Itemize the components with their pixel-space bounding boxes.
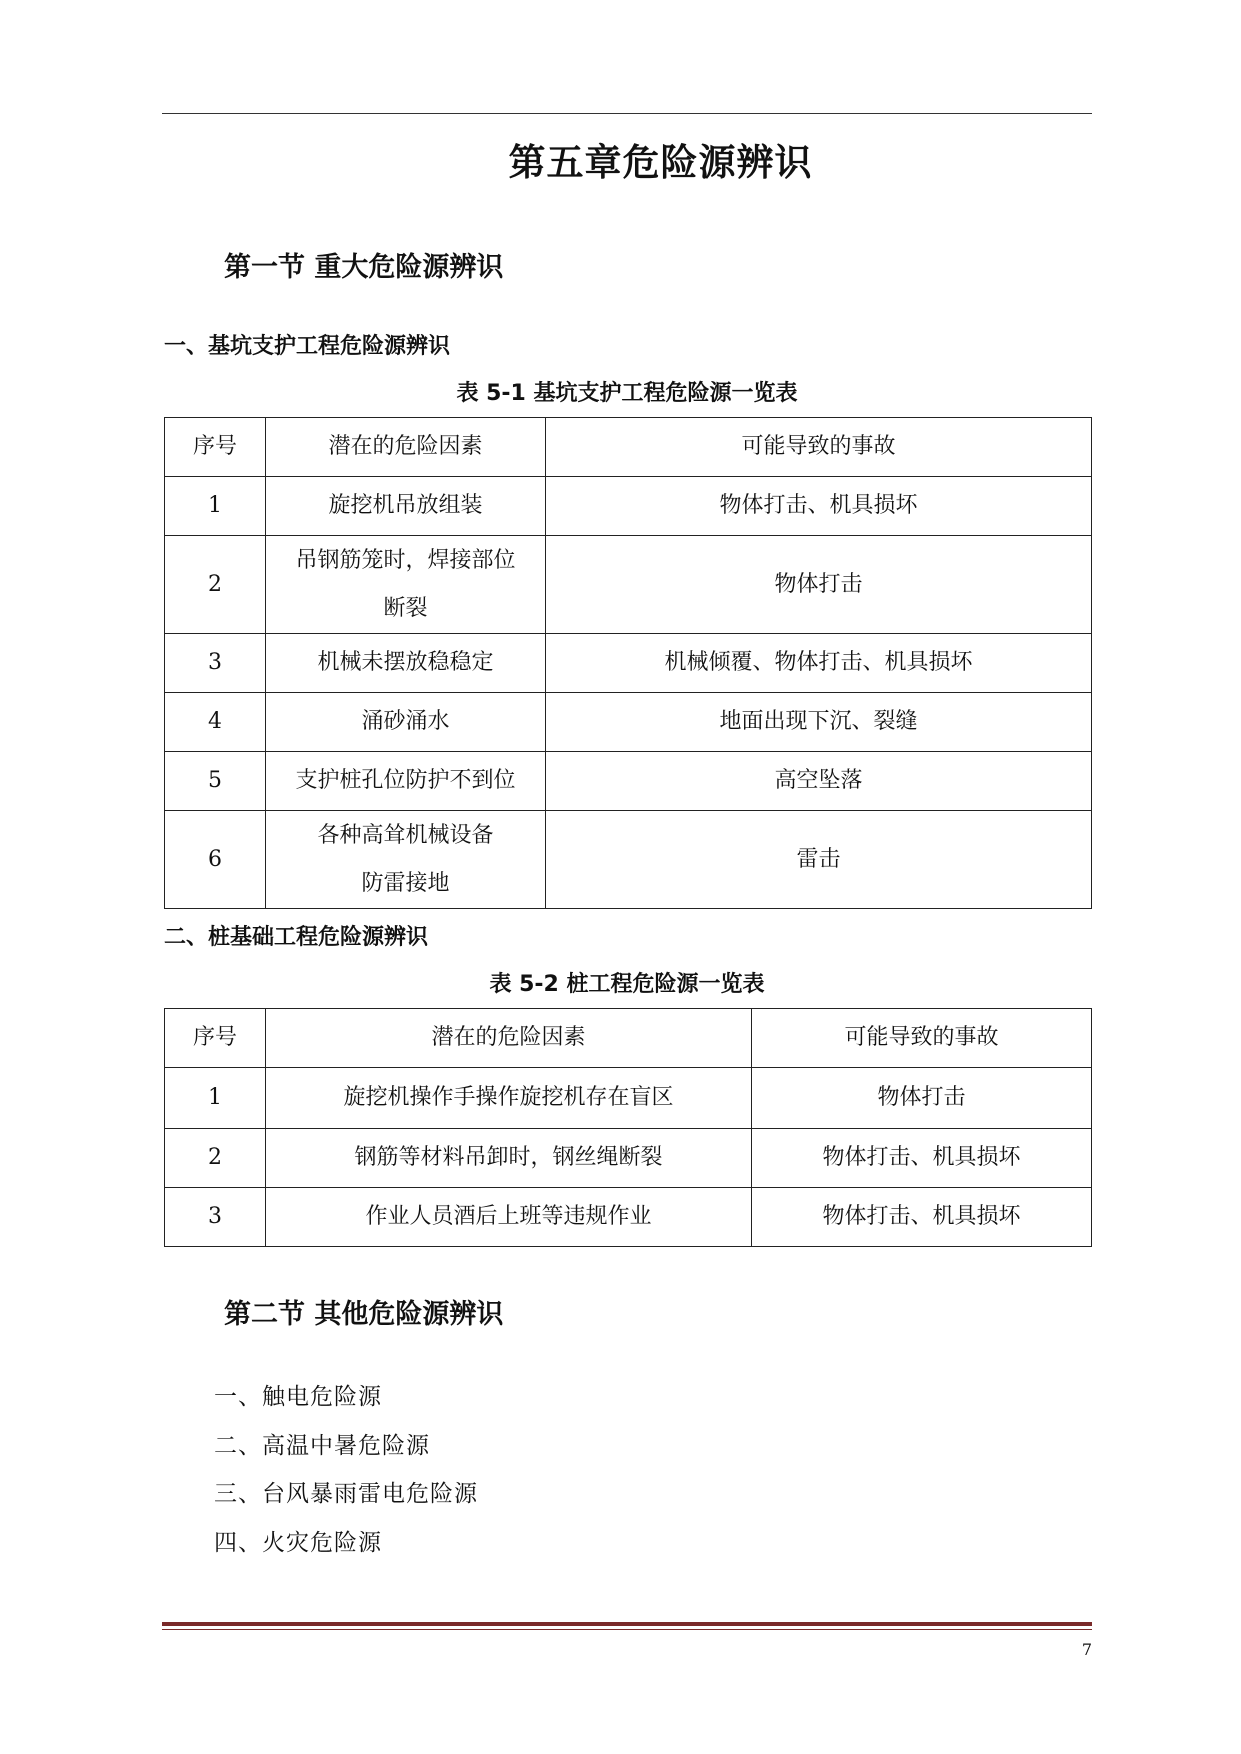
header-cell-accident: 可能导致的事故 [546, 418, 1092, 477]
header-cell-no: 序号 [165, 1009, 266, 1068]
table-row [165, 1188, 1092, 1247]
possible-accident: 物体打击 [752, 1068, 1092, 1129]
risk-factor-line: 旋挖机吊放组装 [328, 493, 483, 518]
risk-factor-line: 涌砂涌水 [361, 709, 450, 734]
header-cell-no: 序号 [165, 418, 266, 477]
row-number: 4 [165, 693, 266, 752]
risk-factor [266, 536, 546, 634]
row-number: 1 [165, 1068, 266, 1129]
table-5-1 [164, 417, 1092, 909]
subsection-heading-pile-foundation: 二、桩基础工程危险源辨识 [164, 925, 429, 950]
table-row [165, 1129, 1092, 1188]
possible-accident: 物体打击 [546, 536, 1092, 634]
risk-factor [266, 693, 546, 752]
list-item: 四、火灾危险源 [214, 1530, 382, 1556]
risk-factor [266, 811, 546, 909]
footer-rule-thin [162, 1629, 1092, 1630]
header-cell-factor: 潜在的危险因素 [266, 418, 546, 477]
table-row [165, 752, 1092, 811]
row-number: 3 [165, 634, 266, 693]
list-item: 二、高温中暑危险源 [214, 1433, 430, 1459]
risk-factor [266, 634, 546, 693]
chapter-title: 第五章危险源辨识 [508, 141, 813, 184]
table-header-row [165, 418, 1092, 477]
possible-accident: 物体打击、机具损坏 [752, 1188, 1092, 1247]
section-heading-2: 第二节 其他危险源辨识 [224, 1299, 504, 1330]
possible-accident: 物体打击、机具损坏 [546, 477, 1092, 536]
row-number: 2 [165, 536, 266, 634]
subsection-heading-foundation-pit: 一、基坑支护工程危险源辨识 [164, 334, 451, 359]
page-number: 7 [1081, 1640, 1092, 1659]
possible-accident: 物体打击、机具损坏 [752, 1129, 1092, 1188]
row-number: 5 [165, 752, 266, 811]
table-header-row [165, 1009, 1092, 1068]
table-row [165, 634, 1092, 693]
risk-factor-line: 支护桩孔位防护不到位 [295, 768, 516, 793]
table-row [165, 811, 1092, 909]
risk-factor: 作业人员酒后上班等违规作业 [266, 1188, 752, 1247]
row-number: 3 [165, 1188, 266, 1247]
table-5-2-caption: 表 5-2 桩工程危险源一览表 [489, 972, 765, 997]
risk-factor [266, 477, 546, 536]
risk-factor: 钢筋等材料吊卸时，钢丝绳断裂 [266, 1129, 752, 1188]
possible-accident: 地面出现下沉、裂缝 [546, 693, 1092, 752]
risk-factor-line: 断裂 [383, 595, 428, 621]
table-row [165, 536, 1092, 634]
risk-factor-line: 机械未摆放稳稳定 [317, 650, 494, 675]
list-item: 一、触电危险源 [214, 1384, 382, 1410]
risk-factor-line: 防雷接地 [361, 870, 450, 896]
risk-factor: 旋挖机操作手操作旋挖机存在盲区 [266, 1068, 752, 1129]
row-number: 2 [165, 1129, 266, 1188]
risk-factor-line: 各种高耸机械设备 [317, 822, 494, 848]
table-row [165, 477, 1092, 536]
header-cell-accident: 可能导致的事故 [752, 1009, 1092, 1068]
table-5-1-caption: 表 5-1 基坑支护工程危险源一览表 [456, 381, 798, 406]
section-heading-1: 第一节 重大危险源辨识 [224, 252, 504, 283]
row-number: 6 [165, 811, 266, 909]
possible-accident: 雷击 [546, 811, 1092, 909]
table-row [165, 693, 1092, 752]
row-number: 1 [165, 477, 266, 536]
header-rule [162, 113, 1092, 114]
header-cell-factor: 潜在的危险因素 [266, 1009, 752, 1068]
table-5-2 [164, 1008, 1092, 1247]
table-row [165, 1068, 1092, 1129]
possible-accident: 机械倾覆、物体打击、机具损坏 [546, 634, 1092, 693]
risk-factor-line: 吊钢筋笼时，焊接部位 [295, 547, 516, 573]
possible-accident: 高空坠落 [546, 752, 1092, 811]
footer-rule [162, 1622, 1092, 1626]
risk-factor [266, 752, 546, 811]
list-item: 三、台风暴雨雷电危险源 [214, 1481, 478, 1507]
